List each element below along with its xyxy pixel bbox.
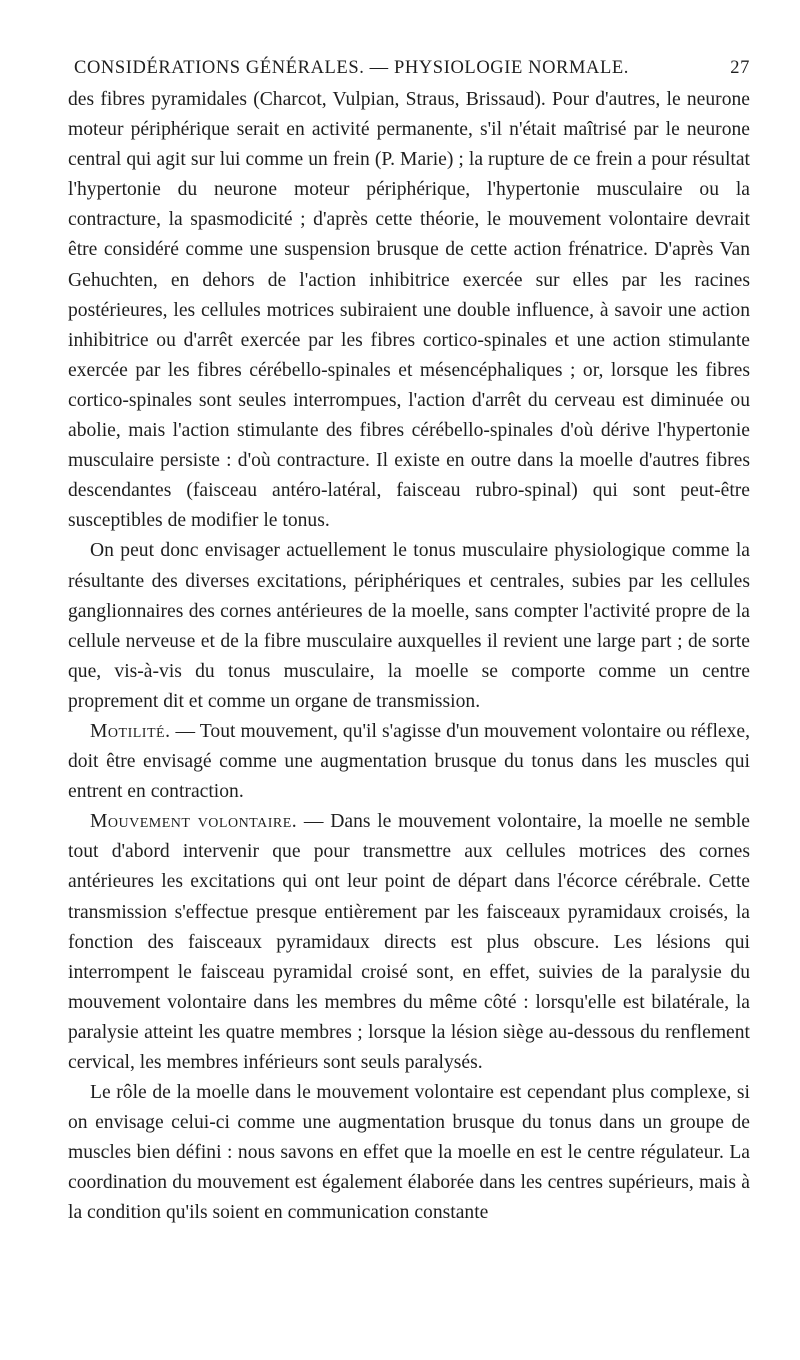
paragraph-5: Le rôle de la moelle dans le mouvement volontaire est cependant plus complexe, si on envisage celui-ci comme une augmentation brusque du tonus dans un groupe de muscles bien défini : nous savons en effet que la moelle en est le centre régulateur. La coordination du mouvement est également élaborée dans les centres supérieurs, mais à la condition qu'ils soient en communication constante: [68, 1082, 750, 1224]
paragraph-mouvement-volontaire-text: — Dans le mouvement volontaire, la moelle ne semble tout d'abord intervenir que pour transmettre aux cellules motrices des cornes antérieures les excitations qui ont leur point de départ dans l'écorce cérébrale. Cette transmission s'effectue presque entièrement par les faisceaux pyramidaux croisés, la fonction des faisceaux pyramidaux directs est plus obscure. Les lésions qui interrompent le faisceau pyramidal croisé sont, en effet, suivies de la paralysie du mouvement volontaire dans les membres du même côté : lorsqu'elle est bilatérale, la paralysie atteint les quatre membres ; lorsque la lésion siège au-dessous du renflement cervical, les membres inférieurs sont seuls paralysés.: [68, 811, 750, 1073]
book-page: [68, 58, 750, 1229]
chapter-title: CONSIDÉRATIONS GÉNÉRALES. — PHYSIOLOGIE NORMALE.: [74, 58, 630, 78]
section-heading-mouvement-volontaire: Mouvement volontaire.: [90, 811, 298, 833]
section-heading-motilite: Motilité.: [90, 720, 171, 742]
body-text: [68, 85, 750, 1229]
paragraph-motilite-text: — Tout mouvement, qu'il s'agisse d'un mouvement volontaire ou réflexe, doit être envisagé comme une augmentation brusque du tonus dans les muscles qui entrent en contraction.: [68, 720, 750, 803]
paragraph-motilite: [68, 717, 750, 807]
paragraph-2: On peut donc envisager actuellement le tonus musculaire physiologique comme la résultante des diverses excitations, périphériques et centrales, subies par les cellules ganglionnaires des cornes antérieures de la moelle, sans compter l'activité propre de la cellule nerveuse et de la fibre musculaire auxquelles il revient une large part ; de sorte que, vis-à-vis du tonus musculaire, la moelle se comporte comme un centre proprement dit et comme un organe de transmission.: [68, 540, 750, 712]
paragraph-mouvement-volontaire: [68, 807, 750, 1078]
paragraph-1: des fibres pyramidales (Charcot, Vulpian, Straus, Brissaud). Pour d'autres, le neurone moteur périphérique serait en activité permanente, s'il n'était maîtrisé par le neurone central qui agit sur lui comme un frein (P. Marie) ; la rupture de ce frein a pour résultat l'hypertonie du neurone moteur périphérique, l'hypertonie musculaire ou la contracture, la spasmodicité ; d'après cette théorie, le mouvement volontaire devrait être considéré comme une suspension brusque de cette action frénatrice. D'après Van Gehuchten, en dehors de l'action inhibitrice exercée sur elles par les racines postérieures, les cellules motrices subiraient une double influence, à savoir une action inhibitrice ou d'arrêt exercée par les fibres cortico-spinales et une action stimulante exercée par les fibres cérébello-spinales et mésencéphaliques ; or, lorsque les fibres cortico-spinales sont seules interrompues, l'action d'arrêt du cerveau est diminuée ou abolie, mais l'action stimulante des fibres cérébello-spinales d'où dérive l'hypertonie musculaire persiste : d'où contracture. Il existe en outre dans la moelle d'autres fibres descendantes (faisceau antéro-latéral, faisceau rubro-spinal) qui sont peut-être susceptibles de modifier le tonus.: [68, 89, 750, 532]
running-header: [68, 58, 750, 79]
page-number: 27: [730, 58, 750, 78]
